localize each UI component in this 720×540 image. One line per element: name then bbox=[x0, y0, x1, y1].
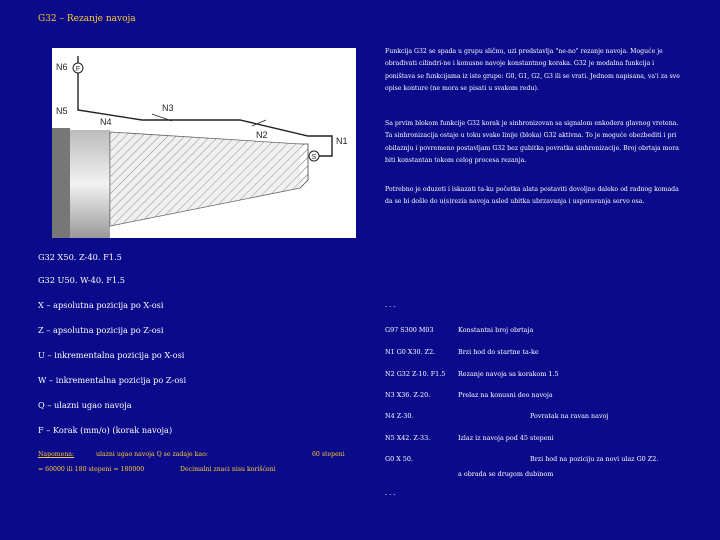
thread-diagram-svg bbox=[52, 48, 356, 238]
note-comment: Decimalni znaci nisu korišćeni bbox=[180, 466, 276, 473]
program-line-comment: Konstantni broj obrtaja bbox=[458, 326, 534, 334]
paragraph-start-point: Potrebno je oduzeti i iskazati ta-ku početka alata postaviti dovoljno daleko od radnog komada da se bi došlo do u(s)rezia navoja usled ubitka ubrzavanja i usporavanja servo osa. bbox=[385, 186, 679, 206]
example-incremental: G32 U50. W-40. F1.5 bbox=[38, 275, 125, 285]
paragraph-sync: Sa prvim blokom funkcije G32 korak je sinhronizovan sa signalom enkodera glavnog vretena. Ta sinhronizacija ostaje u toku svake linije (bloka) G32 aktivna. To je moguće obezbediti i pri obilaznju i povremeno postavljam G32 bez gubitka povratka sinhronizacije. Broj obrtaja mora biti konstantan tokom celog procesa rezanja. bbox=[385, 120, 679, 165]
program-dashes-start: - - - bbox=[385, 302, 396, 310]
label-n4: N4 bbox=[100, 117, 112, 127]
program-line-cmd: N4 Z-30. bbox=[385, 412, 414, 420]
note-text: ulazni ugao navoja Q se zadaje kao: bbox=[96, 451, 208, 458]
program-dashes-end: - - - bbox=[385, 490, 396, 498]
note-label-text: Napomena: bbox=[38, 451, 75, 458]
label-n2: N2 bbox=[256, 130, 268, 140]
program-line-comment: Izlaz iz navoja pod 45 stepeni bbox=[458, 434, 554, 442]
label-n3: N3 bbox=[162, 103, 174, 113]
program-line-comment: Prelaz na konusni deo navoja bbox=[458, 391, 553, 399]
page-title: G32 – Rezanje navoja bbox=[38, 14, 136, 24]
program-line-cmd: G97 S300 M03 bbox=[385, 326, 434, 334]
program-line-cmd: N2 G32 Z-10. F1.5 bbox=[385, 370, 446, 378]
example-absolute: G32 X50. Z-40. F1.5 bbox=[38, 252, 122, 262]
param-u: U – inkrementalna pozicija po X-osi bbox=[38, 350, 185, 360]
program-line-comment: Rezanje navoja sa korakom 1.5 bbox=[458, 370, 559, 378]
program-line-cmd: N5 X42. Z-33. bbox=[385, 434, 431, 442]
program-line-comment-cont: a obrada se drugom dubinom bbox=[458, 470, 554, 478]
program-line-comment: Brzi hod na poziciju za novi ulaz G0 Z2. bbox=[530, 455, 659, 463]
param-f: F – Korak (mm/o) (korak navoja) bbox=[38, 425, 173, 435]
label-n1: N1 bbox=[336, 136, 348, 146]
program-line-cmd: N3 X36. Z-20. bbox=[385, 391, 431, 399]
thread-diagram bbox=[52, 48, 356, 238]
workpiece-body bbox=[52, 128, 70, 238]
note-label bbox=[38, 451, 74, 458]
program-line-cmd: N1 G0 X30. Z2. bbox=[385, 348, 436, 356]
param-q: Q – ulazni ugao navoja bbox=[38, 400, 132, 410]
program-line-cmd: G0 X 50. bbox=[385, 455, 413, 463]
point-f-label: F bbox=[75, 66, 81, 73]
param-w: W – inkrementalna pozicija po Z-osi bbox=[38, 375, 187, 385]
workpiece-shoulder bbox=[70, 130, 110, 238]
program-line-comment: Povratak na ravan navoj bbox=[530, 412, 609, 420]
label-n6: N6 bbox=[56, 62, 68, 72]
program-line-comment: Brzi hod do startne ta-ke bbox=[458, 348, 539, 356]
paragraph-intro: Funkcija G32 se spada u grupu sličnu, uzi predstavlja "ne-no" rezanje navoja. Moguće je obrađivati cilindri-ne i konusne navoje konstantnog koraka. G32 je modalna funkcija i poništava se funkcijama iz iste grupe: G0, G1, G2, G3 ili se vrati. Jednom napisana, va'i za sve opise konture (ne mora se pisati u svakom redu). bbox=[385, 48, 680, 93]
note-formula: = 60000 ili 180 stepeni = 180000 bbox=[38, 466, 145, 473]
param-x: X – apsolutna pozicija po X-osi bbox=[38, 300, 164, 310]
label-n5: N5 bbox=[56, 106, 68, 116]
thread-shading bbox=[110, 132, 300, 226]
point-s-label: S bbox=[311, 154, 317, 161]
note-value: 60 stepeni bbox=[312, 451, 345, 458]
param-z: Z – apsolutna pozicija po Z-osi bbox=[38, 325, 164, 335]
